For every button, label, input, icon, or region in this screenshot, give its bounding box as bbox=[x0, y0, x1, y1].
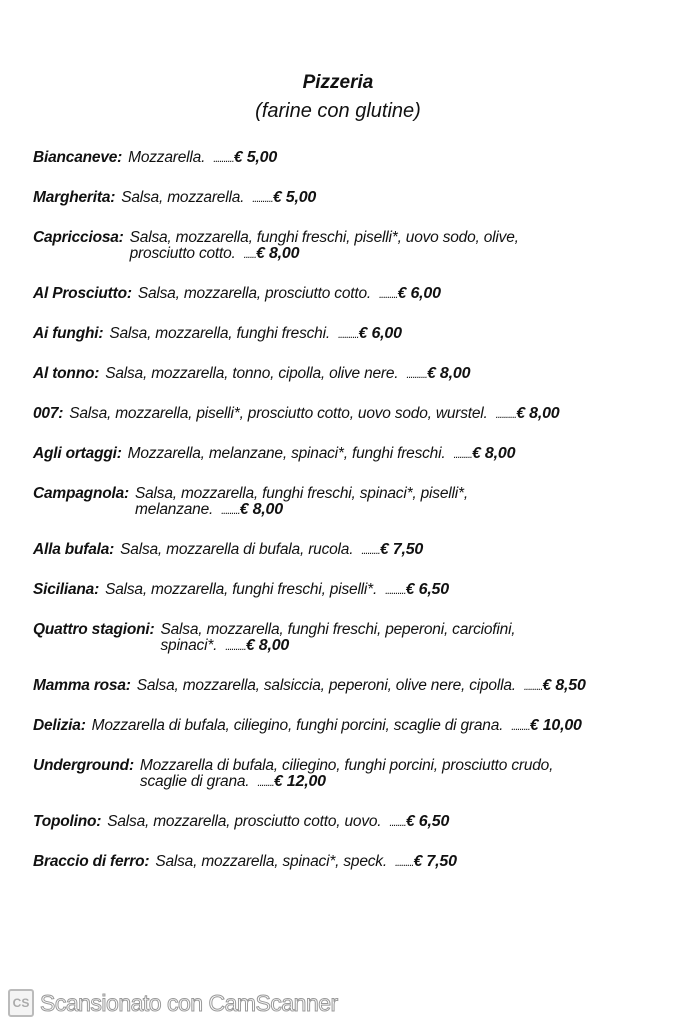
pizza-name: Al Prosciutto: bbox=[33, 285, 132, 302]
pizza-price: € 12,00 bbox=[273, 773, 326, 790]
menu-item bbox=[33, 150, 683, 167]
ingredients-text: prosciutto cotto. bbox=[129, 245, 236, 262]
menu-item bbox=[33, 814, 683, 831]
pizza-ingredients bbox=[160, 622, 515, 655]
pizza-price: € 8,00 bbox=[245, 637, 290, 654]
menu-title: Pizzeria bbox=[302, 72, 374, 93]
pizza-ingredients bbox=[135, 486, 468, 519]
menu-item bbox=[33, 190, 683, 207]
ingredients-text: Salsa, mozzarella, prosciutto cotto, uovo. bbox=[107, 813, 382, 830]
pizza-ingredients bbox=[109, 326, 402, 343]
menu-item bbox=[33, 326, 683, 343]
pizza-price: € 6,50 bbox=[405, 581, 449, 598]
dot-leader: ........ bbox=[257, 777, 274, 789]
ingredients-text: Salsa, mozzarella, funghi freschi, spinaci*, piselli*, bbox=[134, 485, 468, 502]
menu-item bbox=[33, 286, 683, 303]
ingredients-line bbox=[137, 678, 586, 695]
ingredients-line bbox=[105, 582, 449, 599]
ingredients-line bbox=[140, 758, 553, 774]
pizza-price: € 8,50 bbox=[542, 677, 586, 694]
pizza-name: Biancaneve: bbox=[33, 149, 123, 166]
ingredients-text: Salsa, mozzarella, piselli*, prosciutto cotto, uovo sodo, wurstel. bbox=[69, 405, 488, 422]
pizza-price: € 8,00 bbox=[256, 245, 300, 262]
dot-leader: .......... bbox=[337, 329, 359, 341]
pizza-ingredients bbox=[140, 758, 553, 791]
ingredients-line bbox=[107, 814, 449, 831]
ingredients-text: Salsa, mozzarella, prosciutto cotto. bbox=[137, 285, 371, 302]
pizza-price: € 8,00 bbox=[516, 405, 560, 422]
pizza-ingredients bbox=[130, 230, 519, 263]
dot-leader: ...... bbox=[243, 249, 257, 261]
pizza-name: Braccio di ferro: bbox=[33, 853, 150, 870]
dot-leader: .......... bbox=[252, 193, 273, 205]
ingredients-text: Salsa, mozzarella, funghi freschi, piselli*, uovo sodo, olive, bbox=[129, 229, 519, 246]
dot-leader: .......... bbox=[213, 153, 234, 165]
pizza-ingredients bbox=[121, 190, 316, 207]
menu-item bbox=[33, 406, 683, 423]
pizza-price: € 10,00 bbox=[529, 717, 582, 734]
pizza-ingredients bbox=[107, 814, 449, 831]
menu-item bbox=[33, 854, 683, 871]
pizza-ingredients bbox=[137, 678, 586, 695]
dot-leader: ......... bbox=[361, 545, 380, 557]
ingredients-text: Mozzarella. bbox=[128, 149, 206, 166]
ingredients-line bbox=[128, 446, 516, 463]
pizza-ingredients bbox=[69, 406, 559, 423]
pizza-name: 007: bbox=[33, 405, 64, 422]
ingredients-text: Salsa, mozzarella, spinaci*, speck. bbox=[155, 853, 387, 870]
menu-item bbox=[33, 446, 683, 463]
pizza-price: € 8,00 bbox=[471, 445, 516, 462]
pizza-name: Siciliana: bbox=[33, 581, 100, 598]
dot-leader: ......... bbox=[511, 721, 530, 733]
dot-leader: ......... bbox=[378, 289, 398, 301]
pizza-name: Alla bufala: bbox=[33, 541, 115, 558]
watermark-text: Scansionato con CamScanner bbox=[40, 989, 338, 1016]
dot-leader: .......... bbox=[385, 585, 406, 597]
pizza-name: Agli ortaggi: bbox=[33, 445, 122, 462]
ingredients-line bbox=[105, 366, 470, 383]
ingredients-text: spinaci*. bbox=[160, 637, 218, 654]
dot-leader: ......... bbox=[523, 681, 543, 693]
pizza-name: Underground: bbox=[33, 757, 134, 774]
ingredients-line bbox=[120, 542, 423, 559]
menu-item bbox=[33, 622, 683, 655]
camscanner-watermark bbox=[8, 989, 338, 1017]
pizza-ingredients bbox=[105, 582, 449, 599]
ingredients-text: Salsa, mozzarella, funghi freschi, peperoni, carciofini, bbox=[160, 621, 516, 638]
dot-leader: ......... bbox=[453, 449, 472, 461]
ingredients-line bbox=[69, 406, 559, 423]
pizza-price: € 7,50 bbox=[413, 853, 457, 870]
pizza-price: € 5,00 bbox=[233, 149, 278, 166]
pizza-name: Quattro stagioni: bbox=[33, 621, 155, 638]
pizza-price: € 6,50 bbox=[405, 813, 450, 830]
pizza-price: € 7,50 bbox=[379, 541, 424, 558]
ingredients-text: Mozzarella, melanzane, spinaci*, funghi freschi. bbox=[127, 445, 446, 462]
menu-item bbox=[33, 758, 683, 791]
ingredients-text: Mozzarella di bufala, ciliegino, funghi porcini, prosciutto crudo, bbox=[139, 757, 554, 774]
pizza-name: Ai funghi: bbox=[33, 325, 104, 342]
dot-leader: .......... bbox=[225, 641, 246, 653]
ingredients-line bbox=[128, 150, 277, 167]
pizza-ingredients bbox=[128, 446, 516, 463]
pizza-price: € 8,00 bbox=[426, 365, 471, 382]
menu-item bbox=[33, 542, 683, 559]
menu-item bbox=[33, 486, 683, 519]
pizza-price: € 5,00 bbox=[272, 189, 317, 206]
pizza-price: € 8,00 bbox=[239, 501, 283, 518]
pizza-name: Mamma rosa: bbox=[33, 677, 131, 694]
pizza-list bbox=[33, 150, 683, 894]
dot-leader: .......... bbox=[406, 369, 427, 381]
pizza-name: Topolino: bbox=[33, 813, 102, 830]
ingredients-line bbox=[160, 622, 515, 638]
pizza-price: € 6,00 bbox=[358, 325, 402, 342]
ingredients-line bbox=[160, 638, 515, 655]
pizza-name: Capricciosa: bbox=[33, 229, 124, 246]
ingredients-line bbox=[121, 190, 316, 207]
camscanner-logo-icon: CS bbox=[8, 989, 34, 1017]
ingredients-text: scaglie di grana. bbox=[139, 773, 250, 790]
pizza-price: € 6,00 bbox=[397, 285, 441, 302]
ingredients-text: Salsa, mozzarella, funghi freschi. bbox=[109, 325, 330, 342]
ingredients-text: Salsa, mozzarella di bufala, rucola. bbox=[120, 541, 354, 558]
pizza-ingredients bbox=[138, 286, 441, 303]
pizza-ingredients bbox=[92, 718, 582, 735]
ingredients-text: Salsa, mozzarella, tonno, cipolla, olive nere. bbox=[105, 365, 399, 382]
dot-leader: ......... bbox=[221, 505, 240, 517]
pizza-ingredients bbox=[105, 366, 470, 383]
menu-item bbox=[33, 718, 683, 735]
pizza-name: Margherita: bbox=[33, 189, 116, 206]
ingredients-line bbox=[140, 774, 553, 791]
ingredients-line bbox=[92, 718, 582, 735]
ingredients-line bbox=[138, 286, 441, 303]
ingredients-text: Salsa, mozzarella, funghi freschi, piselli*. bbox=[105, 581, 378, 598]
menu-subtitle: (farine con glutine) bbox=[255, 100, 421, 122]
pizza-name: Delizia: bbox=[33, 717, 86, 734]
dot-leader: ........ bbox=[389, 817, 406, 829]
ingredients-line bbox=[155, 854, 456, 871]
menu-item bbox=[33, 582, 683, 599]
pizza-name: Al tonno: bbox=[33, 365, 100, 382]
ingredients-line bbox=[135, 502, 468, 519]
pizza-ingredients bbox=[155, 854, 456, 871]
ingredients-line bbox=[130, 246, 519, 263]
pizza-name: Campagnola: bbox=[33, 485, 129, 502]
menu-item bbox=[33, 678, 683, 695]
ingredients-text: Salsa, mozzarella, salsiccia, peperoni, olive nere, cipolla. bbox=[136, 677, 516, 694]
ingredients-text: melanzane. bbox=[134, 501, 214, 518]
ingredients-text: Salsa, mozzarella. bbox=[121, 189, 245, 206]
ingredients-line bbox=[109, 326, 402, 343]
pizza-ingredients bbox=[120, 542, 423, 559]
menu-item bbox=[33, 366, 683, 383]
ingredients-text: Mozzarella di bufala, ciliegino, funghi porcini, scaglie di grana. bbox=[91, 717, 504, 734]
dot-leader: ......... bbox=[394, 857, 414, 869]
ingredients-line bbox=[130, 230, 519, 246]
dot-leader: .......... bbox=[495, 409, 517, 421]
menu-item bbox=[33, 230, 683, 263]
pizza-ingredients bbox=[128, 150, 277, 167]
ingredients-line bbox=[135, 486, 468, 502]
